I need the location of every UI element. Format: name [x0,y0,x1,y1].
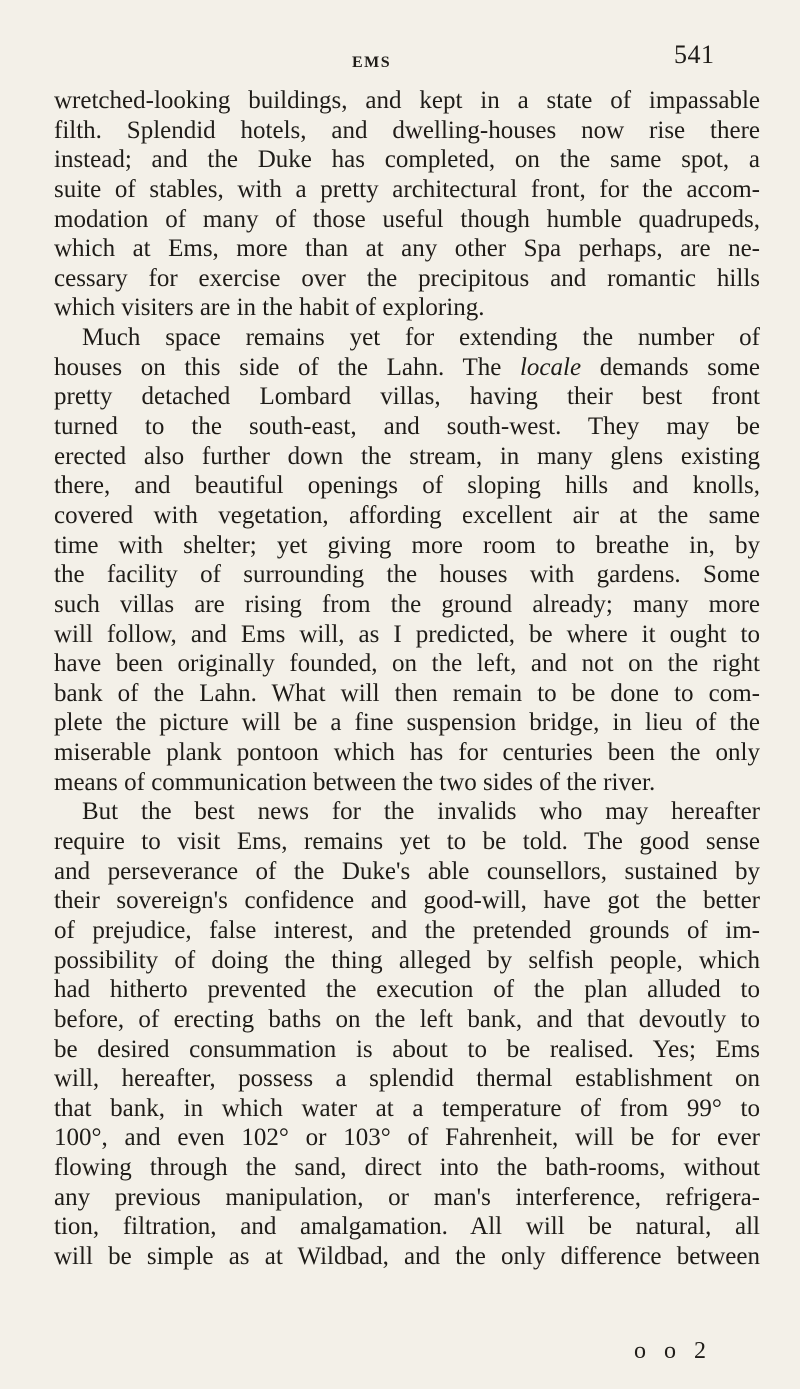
running-head-title: EMS [352,54,392,71]
text-line-content: cessary for exercise over the precipitous and romantic hills [54,264,760,292]
text-line [54,264,760,294]
text-line-content: plete the picture will be a fine suspension bridge, in lieu of the [54,709,760,737]
text-line [54,205,760,235]
text-line [54,827,760,857]
text-line [54,1064,760,1094]
text-line [54,86,760,116]
text-line-content: turned to the south-east, and south-west. They may be [54,413,760,441]
text-line [54,946,760,976]
text-line-content: suite of stables, with a pretty architectural front, for the accom- [54,175,760,203]
text-line [54,323,760,353]
text-line-content: covered with vegetation, affording excellent air at the same [54,501,760,529]
text-line-content: erected also further down the stream, in many glens existing [54,442,760,470]
text-line-content: means of communication between the two sides of the river. [54,768,656,796]
text-line-content: houses on this side of the Lahn. The [54,353,520,381]
text-line [54,175,760,205]
text-line-content: which at Ems, more than at any other Spa perhaps, are ne- [54,235,760,263]
text-line [54,1183,760,1213]
text-line-content: But the best news for the invalids who may hereafter [82,798,760,826]
text-line [54,501,760,531]
body-text [54,86,760,1272]
text-line [54,353,760,383]
text-line [54,1094,760,1124]
text-line-content: will be simple as at Wildbad, and the only difference between [54,1242,760,1270]
text-line-content: 100°, and even 102° or 103° of Fahrenheit, will be for ever [54,1124,760,1152]
text-line-content: their sovereign's confidence and good-will, have got the better [54,887,760,915]
signature-mark: o o 2 [634,1338,712,1364]
text-line-content: there, and beautiful openings of sloping hills and knolls, [54,472,760,500]
text-line-content: of prejudice, false interest, and the pretended grounds of im- [54,916,760,944]
text-line-content: Much space remains yet for extending the number of [82,324,760,352]
text-line-content: any previous manipulation, or man's interference, refrigera- [54,1183,760,1211]
text-line-content: and perseverance of the Duke's able counsellors, sustained by [54,857,760,885]
text-line-content: will follow, and Ems will, as I predicted, be where it ought to [54,620,760,648]
text-line-continuation: demands some [581,353,760,381]
text-line [54,560,760,590]
text-line-content: time with shelter; yet giving more room to breathe in, by [54,531,760,559]
text-line-content: wretched-looking buildings, and kept in a state of impassable [54,87,760,114]
text-line [54,471,760,501]
text-line [54,1035,760,1065]
text-line [54,590,760,620]
text-line [54,708,760,738]
text-line [54,1242,760,1272]
page-number: 541 [674,40,715,69]
text-line-content: have been originally founded, on the left, and not on the right [54,650,760,678]
text-line [54,531,760,561]
text-line-content: instead; and the Duke has completed, on the same spot, a [54,146,760,174]
text-line [54,293,760,323]
running-head [0,42,800,72]
text-line-content: which visiters are in the habit of exploring. [54,294,485,322]
text-line-content: filth. Splendid hotels, and dwelling-houses now rise there [54,116,760,144]
text-line-content: modation of many of those useful though humble quadrupeds, [54,205,760,233]
text-line-content: bank of the Lahn. What will then remain to be done to com- [54,679,760,707]
text-line-content: miserable plank pontoon which has for centuries been the only [54,739,760,767]
text-line [54,145,760,175]
text-line [54,738,760,768]
text-line [54,797,760,827]
text-line [54,442,760,472]
text-line [54,886,760,916]
text-line-content: flowing through the sand, direct into the bath-rooms, without [54,1154,760,1182]
text-line [54,234,760,264]
text-line-content: pretty detached Lombard villas, having their best front [54,383,760,411]
text-line-content: before, of erecting baths on the left bank, and that devoutly to [54,1005,760,1033]
text-line [54,382,760,412]
text-line [54,620,760,650]
text-line-content: will, hereafter, possess a splendid thermal establishment on [54,1065,760,1093]
text-line [54,1123,760,1153]
text-line [54,975,760,1005]
text-line [54,1212,760,1242]
text-line-content: had hitherto prevented the execution of the plan alluded to [54,976,760,1004]
text-line-content: possibility of doing the thing alleged by selfish people, which [54,946,760,974]
text-line-content: such villas are rising from the ground already; many more [54,590,760,618]
text-line [54,116,760,146]
text-line-content: tion, filtration, and amalgamation. All will be natural, all [54,1213,760,1241]
italic-term: locale [519,353,582,381]
text-line [54,412,760,442]
text-line [54,679,760,709]
text-line-content: require to visit Ems, remains yet to be told. The good sense [54,828,760,856]
text-line [54,649,760,679]
text-line [54,1005,760,1035]
text-line [54,1153,760,1183]
text-line [54,916,760,946]
text-line [54,857,760,887]
text-line-content: the facility of surrounding the houses with gardens. Some [54,561,760,589]
text-line [54,768,760,798]
text-line-content: that bank, in which water at a temperature of from 99° to [54,1094,760,1122]
text-line-content: be desired consummation is about to be realised. Yes; Ems [54,1035,760,1063]
